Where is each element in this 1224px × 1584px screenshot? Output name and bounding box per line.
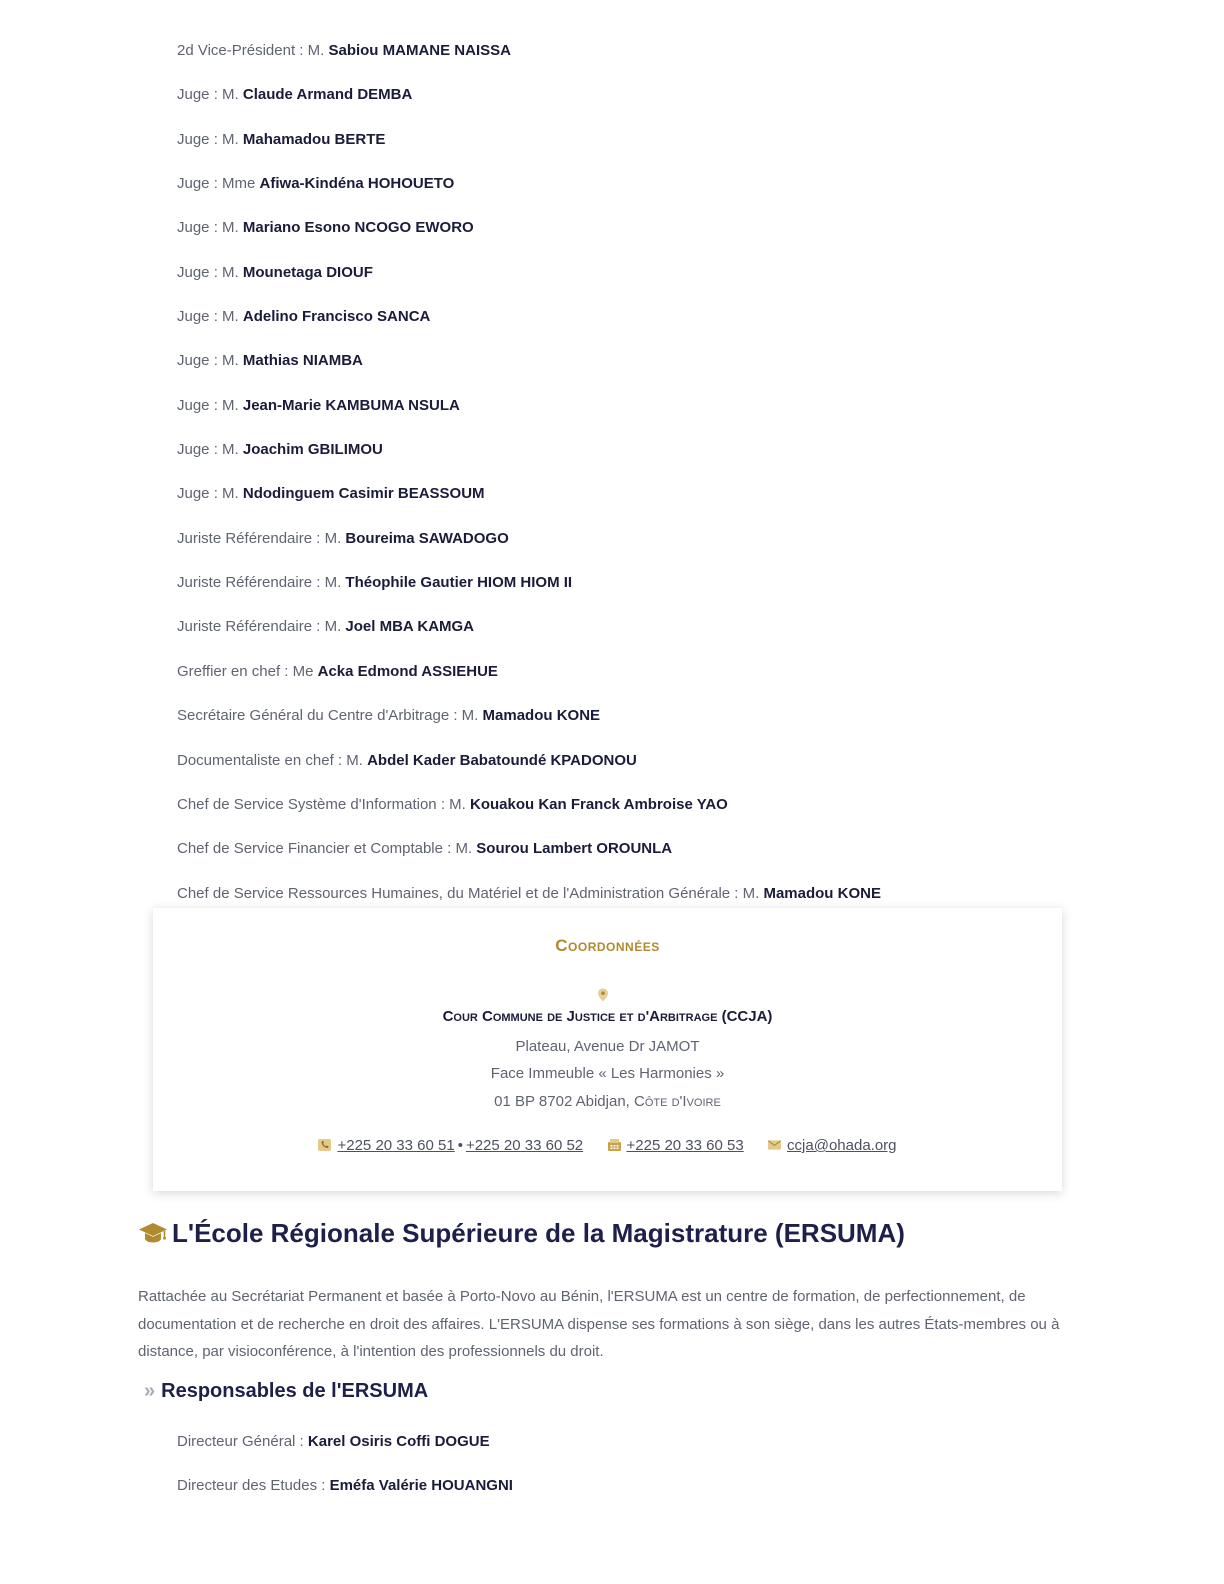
staff-name: Ndodinguem Casimir BEASSOUM <box>242 485 485 503</box>
staff-role: Juge : Mme <box>177 175 260 193</box>
staff-role: Documentaliste en chef : M. <box>177 751 368 769</box>
ersuma-intro: Rattachée au Secrétariat Permanent et basée à Porto-Novo au Bénin, l'ERSUMA est un centre de formation, de perfectionnement, de documentation et de recherche en droit des affaires. L'ERSUMA dispense ses formations à son siège, dans les autres États-membres ou à distance, par visioconférence, à l'intention des professionnels du droit. <box>138 1288 1060 1360</box>
staff-name: Afiwa-Kindéna HOHOUETO <box>259 175 455 193</box>
contact-row <box>153 1137 1062 1154</box>
staff-name: Eméfa Valérie HOUANGNI <box>329 1477 513 1495</box>
staff-row <box>177 173 1137 217</box>
ersuma-heading <box>138 1218 905 1249</box>
double-chevron-right-icon: » <box>144 1380 156 1402</box>
staff-name: Mathias NIAMBA <box>242 352 363 370</box>
staff-row <box>177 838 1137 882</box>
coordinates-card <box>153 908 1062 1191</box>
staff-name: Claude Armand DEMBA <box>242 86 413 104</box>
staff-name: Abdel Kader Babatoundé KPADONOU <box>367 751 637 769</box>
ersuma-heading-text: L'École Régionale Supérieure de la Magistrature (ERSUMA) <box>172 1218 905 1248</box>
staff-role: Juge : M. <box>177 396 243 414</box>
staff-row <box>177 616 1137 660</box>
staff-name: Acka Edmond ASSIEHUE <box>317 662 498 680</box>
envelope-icon <box>768 1139 781 1151</box>
staff-role: Juge : M. <box>177 308 243 326</box>
staff-name: Sabiou MAMANE NAISSA <box>328 42 511 59</box>
staff-name: Joel MBA KAMGA <box>345 618 475 636</box>
graduation-cap-icon <box>138 1222 168 1244</box>
staff-row <box>177 40 1137 84</box>
organization-name: Cour Commune de Justice et d'Arbitrage (CCJA) <box>442 1008 773 1025</box>
staff-row <box>177 217 1137 261</box>
email-link[interactable]: ccja@ohada.org <box>787 1137 897 1154</box>
staff-role: Chef de Service Ressources Humaines, du Matériel et de l'Administration Générale : M. <box>177 884 764 902</box>
phone-separator: • <box>457 1137 463 1154</box>
staff-row <box>177 705 1137 749</box>
staff-name: Mahamadou BERTE <box>242 130 386 148</box>
staff-role: Greffier en chef : Me <box>177 662 318 680</box>
staff-name: Boureima SAWADOGO <box>345 529 509 547</box>
staff-role: Chef de Service Financier et Comptable : M. <box>177 840 477 858</box>
fax-link[interactable]: +225 20 33 60 53 <box>626 1137 744 1154</box>
staff-role: Chef de Service Système d'Information : M. <box>177 795 470 813</box>
staff-name: Joachim GBILIMOU <box>242 441 383 459</box>
address-line-1: Plateau, Avenue Dr JAMOT <box>515 1038 700 1055</box>
address-postal: 01 BP 8702 Abidjan, <box>494 1093 634 1110</box>
staff-name: Jean-Marie KAMBUMA NSULA <box>242 396 460 414</box>
staff-role: Secrétaire Général du Centre d'Arbitrage : M. <box>177 707 483 725</box>
staff-name: Karel Osiris Coffi DOGUE <box>307 1433 490 1450</box>
staff-row <box>177 528 1137 572</box>
staff-name: Sourou Lambert OROUNLA <box>476 840 673 858</box>
staff-name: Mounetaga DIOUF <box>242 263 373 281</box>
phone-icon <box>318 1139 331 1151</box>
staff-role: Juge : M. <box>177 352 243 370</box>
staff-role: Juge : M. <box>177 485 243 503</box>
ccja-staff-list <box>177 40 1137 927</box>
staff-name: Kouakou Kan Franck Ambroise YAO <box>469 795 728 813</box>
address-line-3 <box>153 1093 1062 1110</box>
staff-role: Juge : M. <box>177 219 243 237</box>
ersuma-subheading-text: Responsables de l'ERSUMA <box>161 1380 429 1402</box>
staff-role: Juge : M. <box>177 130 243 148</box>
phone-link-2[interactable]: +225 20 33 60 52 <box>465 1137 584 1154</box>
staff-name: Théophile Gautier HIOM HIOM II <box>345 574 573 592</box>
staff-row <box>177 1431 513 1475</box>
staff-role: Juriste Référendaire : M. <box>177 574 346 592</box>
staff-row <box>177 439 1137 483</box>
staff-row <box>177 84 1137 128</box>
staff-name: Mamadou KONE <box>482 707 601 725</box>
staff-name: Mamadou KONE <box>763 884 881 902</box>
ersuma-subheading <box>144 1380 428 1403</box>
staff-name: Mariano Esono NCOGO EWORO <box>242 219 474 237</box>
staff-row <box>177 306 1137 350</box>
map-pin-icon <box>597 988 609 1002</box>
staff-row <box>177 483 1137 527</box>
staff-role: Directeur Général : <box>177 1433 308 1450</box>
staff-role: Juriste Référendaire : M. <box>177 529 346 547</box>
staff-role: Juge : M. <box>177 263 243 281</box>
staff-row <box>177 262 1137 306</box>
address-line-2: Face Immeuble « Les Harmonies » <box>490 1065 725 1082</box>
staff-row <box>177 395 1137 439</box>
staff-row <box>177 794 1137 838</box>
staff-row <box>177 350 1137 394</box>
address-country: Côte d'Ivoire <box>634 1093 721 1110</box>
staff-name: Adelino Francisco SANCA <box>242 308 431 326</box>
staff-role: Juriste Référendaire : M. <box>177 618 346 636</box>
staff-row <box>177 1475 513 1519</box>
staff-role: Juge : M. <box>177 441 243 459</box>
staff-role: Directeur des Etudes : <box>177 1477 330 1495</box>
phone-link-1[interactable]: +225 20 33 60 51 <box>337 1137 455 1154</box>
coordinates-title: Coordonnées <box>555 936 660 955</box>
staff-row <box>177 750 1137 794</box>
staff-role: Juge : M. <box>177 86 243 104</box>
staff-role: 2d Vice-Président : M. <box>177 42 329 59</box>
staff-row <box>177 129 1137 173</box>
staff-row <box>177 572 1137 616</box>
ersuma-staff-list <box>177 1431 513 1520</box>
staff-row <box>177 661 1137 705</box>
fax-icon <box>608 1139 621 1151</box>
